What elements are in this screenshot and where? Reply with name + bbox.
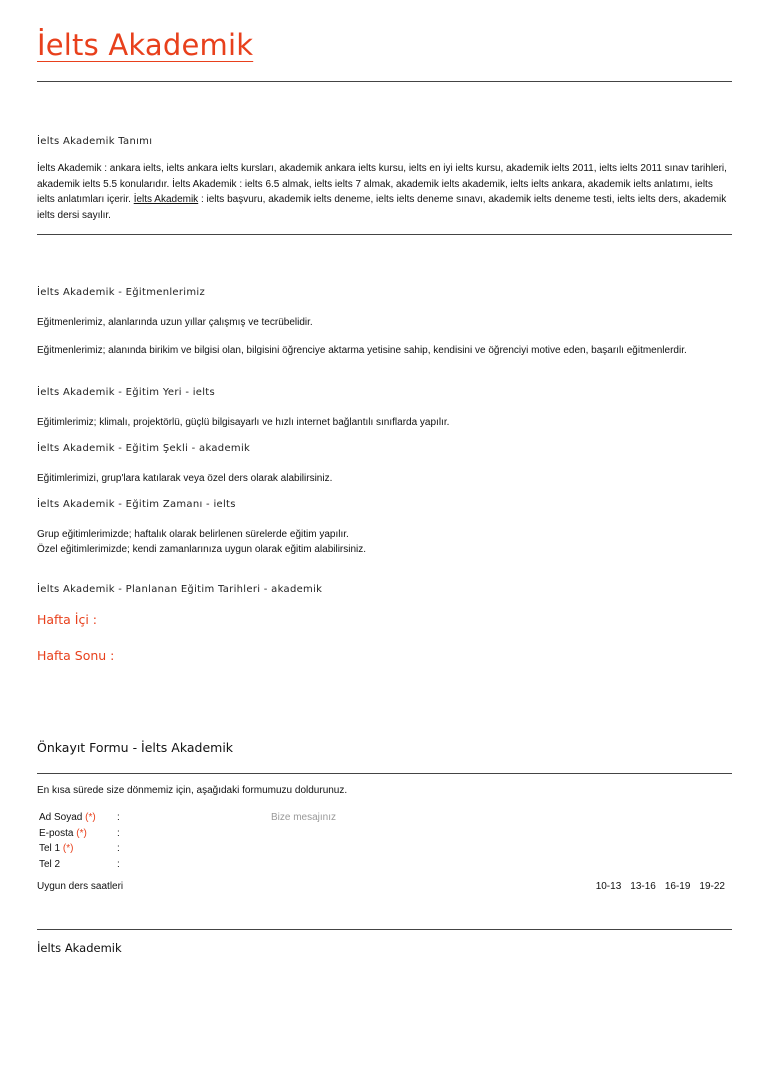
page-title: İelts Akademik [37, 28, 254, 62]
instructors-heading: İelts Akademik - Eğitmenlerimiz [37, 287, 206, 298]
message-field[interactable]: Bize mesajınız [271, 812, 337, 823]
required-mark: (*) [85, 812, 96, 823]
format-p1: Eğitimlerimizi, grup'lara katılarak veya özel ders olarak alabilirsiniz. [37, 473, 333, 484]
footer-title: İelts Akademik [37, 941, 122, 955]
form-intro: En kısa sürede size dönmemiz için, aşağıdaki formumuzu doldurunuz. [37, 785, 348, 796]
instructors-p2: Eğitmenlerimiz; alanında birikim ve bilgisi olan, bilgisini öğrenciye aktarma yetisine sahip, kendisini ve öğrenciyi motive eden, başarılı eğitmenlerdir. [37, 345, 687, 356]
hours-slot[interactable]: 19-22 [699, 881, 725, 892]
divider [37, 81, 732, 82]
intro-link[interactable]: İelts Akademik [133, 194, 199, 206]
divider [37, 773, 732, 774]
required-mark: (*) [76, 827, 87, 839]
schedule-heading: İelts Akademik - Planlanan Eğitim Tarihleri - akademik [37, 584, 323, 595]
hours-slot[interactable]: 16-19 [664, 881, 691, 892]
weekend-label: Hafta Sonu : [37, 648, 115, 663]
intro-text-a: İelts Akademik : ankara ielts, ielts ankara ielts kursları, akademik ankara ielts kursu, ielts en iyi ielts kursu, akademik ielts 2011, ielts ielts 2011 sınav tarihleri, akademik ielts 5.5 konularıdır. İelts Akademik : ielts 6.5 almak, ielts ielts 7 almak, akademik ielts akademik, ielts ielts ankara, akademik ielts anlatımı, ielts ielts anlatımları içerir. [37, 163, 727, 206]
intro-heading: İelts Akademik Tanımı [37, 136, 153, 147]
tel1-label: Tel 1 (*) [39, 843, 74, 854]
hours-slot[interactable]: 13-16 [630, 881, 656, 892]
format-heading: İelts Akademik - Eğitim Şekli - akademik [37, 443, 251, 454]
name-row[interactable] [39, 812, 239, 828]
email-label: E-posta (*) [39, 827, 87, 839]
timing-p1: Grup eğitimlerimizde; haftalık olarak belirlenen sürelerde eğitim yapılır. [37, 529, 349, 540]
tel2-row[interactable] [39, 859, 239, 875]
hours-slot[interactable]: 10-13 [595, 881, 622, 892]
instructors-p1: Eğitmenlerimiz, alanlarında uzun yıllar çalışmış ve tecrübelidir. [37, 317, 313, 328]
form-fields [39, 812, 239, 874]
name-label: Ad Soyad (*) [39, 812, 96, 823]
email-colon: : [117, 827, 120, 839]
hours-slots [587, 879, 725, 895]
intro-text-b: : ielts başvuru, akademik ielts deneme, ielts ielts deneme sınavı, akademik ielts deneme testi, ielts ielts ders, akademik ielts dersi sayılır. [37, 194, 727, 221]
email-row[interactable] [39, 828, 239, 844]
intro-text [37, 161, 727, 223]
required-mark: (*) [62, 843, 74, 854]
tel2-colon: : [117, 858, 120, 870]
divider [37, 234, 732, 235]
timing-p2: Özel eğitimlerimizde; kendi zamanlarınıza uygun olarak eğitim alabilirsiniz. [37, 544, 367, 555]
weekdays-label: Hafta İçi : [37, 612, 97, 627]
location-heading: İelts Akademik - Eğitim Yeri - ielts [37, 387, 216, 398]
tel2-label: Tel 2 [39, 858, 61, 870]
tel1-colon: : [117, 843, 120, 854]
name-colon: : [117, 812, 120, 823]
form-title: Önkayıt Formu - İelts Akademik [37, 740, 234, 755]
location-p1: Eğitimlerimiz; klimalı, projektörlü, güçlü bilgisayarlı ve hızlı internet bağlantılı sınıflarda yapılır. [37, 417, 450, 428]
hours-label: Uygun ders saatleri [37, 881, 124, 892]
timing-heading: İelts Akademik - Eğitim Zamanı - ielts [37, 499, 236, 510]
divider [37, 929, 732, 930]
tel1-row[interactable] [39, 843, 239, 859]
